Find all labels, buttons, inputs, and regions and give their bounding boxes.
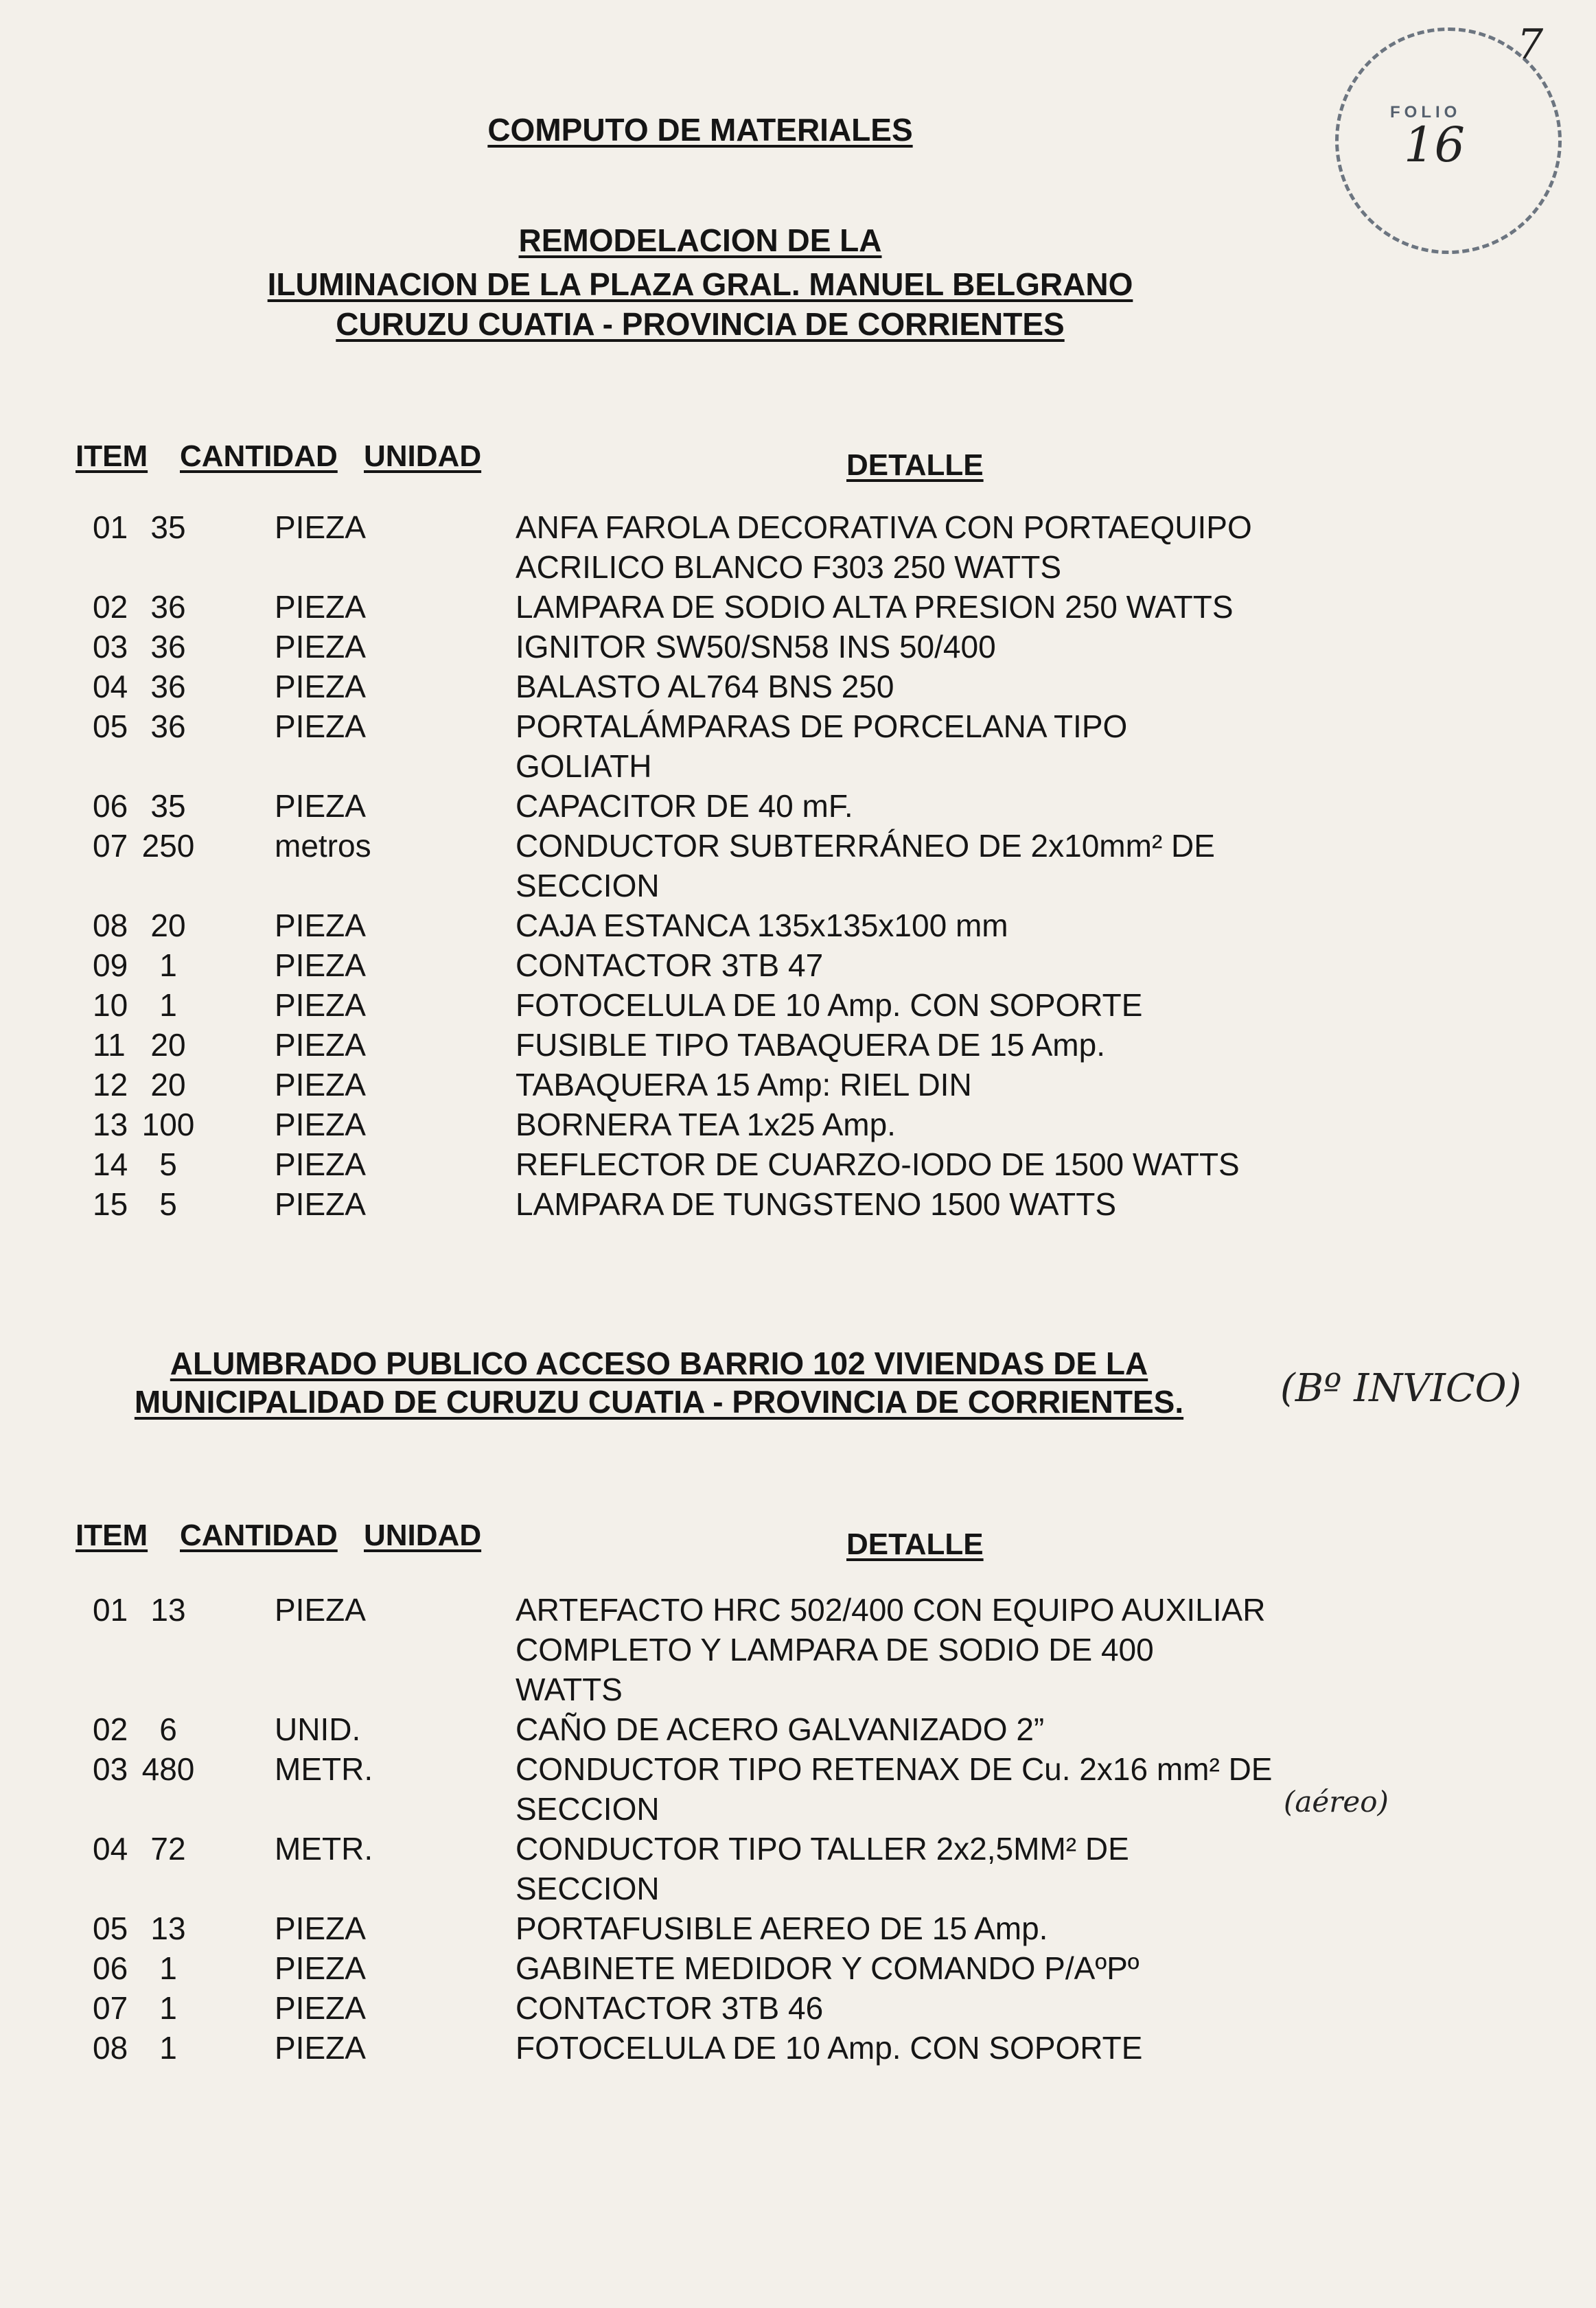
table-row: [0, 1869, 1442, 1908]
materials-table-1: [0, 507, 1442, 1224]
item-quantity: 480: [141, 1751, 195, 1787]
item-number: 02: [93, 1711, 128, 1747]
corner-mark: 7: [1517, 21, 1544, 69]
item-unit: [216, 1670, 518, 1709]
item-number: 11: [93, 1027, 126, 1063]
table-row: [0, 826, 1442, 866]
item-number: 01: [93, 1592, 128, 1628]
item-detail: ARTEFACTO HRC 502/400 CON EQUIPO AUXILIAR: [516, 1592, 1266, 1628]
table-row: [0, 1948, 1442, 1988]
section2-heading-1: ALUMBRADO PUBLICO ACCESO BARRIO 102 VIVIENDAS DE LA: [170, 1346, 1148, 1381]
section1-heading-3: CURUZU CUATIA - PROVINCIA DE CORRIENTES: [336, 306, 1065, 342]
col-item: ITEM: [76, 439, 148, 473]
item-detail: SECCION: [516, 1871, 660, 1906]
item-unit: PIEZA: [275, 2030, 366, 2066]
item-detail: CAJA ESTANCA 135x135x100 mm: [516, 908, 1008, 943]
item-number: 09: [93, 947, 128, 983]
item-number: 07: [93, 1990, 128, 2026]
item-detail: FUSIBLE TIPO TABAQUERA DE 15 Amp.: [516, 1027, 1105, 1063]
col-unit-2: UNIDAD: [364, 1519, 482, 1552]
col-qty-2: CANTIDAD: [180, 1519, 338, 1552]
item-number: [0, 1869, 113, 1908]
item-quantity: 36: [150, 589, 186, 625]
item-unit: PIEZA: [275, 509, 366, 545]
item-detail: ACRILICO BLANCO F303 250 WATTS: [516, 549, 1062, 585]
item-number: 05: [93, 708, 128, 744]
item-number: 04: [93, 669, 128, 704]
item-quantity: 5: [159, 1186, 177, 1222]
item-number: 08: [93, 2030, 128, 2066]
item-quantity: 1: [159, 947, 177, 983]
item-quantity: 36: [150, 708, 186, 744]
item-quantity: 1: [159, 1990, 177, 2026]
col-item-2: ITEM: [76, 1519, 148, 1552]
item-unit: PIEZA: [275, 987, 366, 1023]
item-unit: PIEZA: [275, 1146, 366, 1182]
item-quantity: [120, 746, 216, 786]
item-unit: PIEZA: [275, 1186, 366, 1222]
item-unit: PIEZA: [275, 669, 366, 704]
item-detail: CONTACTOR 3TB 46: [516, 1990, 824, 2026]
item-detail: LAMPARA DE TUNGSTENO 1500 WATTS: [516, 1186, 1117, 1222]
item-detail: CONDUCTOR TIPO TALLER 2x2,5MM² DE: [516, 1831, 1129, 1867]
item-quantity: 35: [150, 788, 186, 824]
table-row: [0, 786, 1442, 826]
item-number: [0, 1789, 113, 1829]
item-detail: IGNITOR SW50/SN58 INS 50/400: [516, 629, 996, 665]
col-qty: CANTIDAD: [180, 439, 338, 473]
item-number: 12: [93, 1067, 128, 1103]
item-number: 01: [93, 509, 128, 545]
item-detail: GOLIATH: [516, 748, 652, 784]
item-detail: CONDUCTOR TIPO RETENAX DE Cu. 2x16 mm² DE: [516, 1751, 1273, 1787]
table-row: [0, 1144, 1442, 1184]
item-number: 13: [93, 1107, 128, 1142]
item-quantity: 13: [150, 1911, 186, 1946]
item-unit: PIEZA: [275, 1107, 366, 1142]
handwritten-note: (Bº INVICO): [1280, 1366, 1522, 1411]
table-row: [0, 905, 1442, 945]
item-detail: CAÑO DE ACERO GALVANIZADO 2”: [516, 1711, 1045, 1747]
item-quantity: 36: [150, 629, 186, 665]
item-detail: COMPLETO Y LAMPARA DE SODIO DE 400: [516, 1632, 1154, 1667]
item-quantity: 20: [150, 908, 186, 943]
item-quantity: 100: [141, 1107, 195, 1142]
item-detail: TABAQUERA 15 Amp: RIEL DIN: [516, 1067, 972, 1103]
item-number: 03: [93, 1751, 128, 1787]
section2-heading-2: MUNICIPALIDAD DE CURUZU CUATIA - PROVINCIA DE CORRIENTES.: [134, 1384, 1184, 1420]
item-quantity: [120, 547, 216, 587]
item-unit: PIEZA: [275, 1911, 366, 1946]
item-number: 06: [93, 1950, 128, 1986]
item-number: 07: [93, 828, 128, 864]
item-number: 02: [93, 589, 128, 625]
item-number: [0, 547, 113, 587]
item-unit: UNID.: [275, 1711, 361, 1747]
item-quantity: 1: [159, 1950, 177, 1986]
item-detail: BALASTO AL764 BNS 250: [516, 669, 894, 704]
item-quantity: [120, 1630, 216, 1670]
item-unit: [216, 1789, 518, 1829]
item-detail: BORNERA TEA 1x25 Amp.: [516, 1107, 896, 1142]
item-unit: PIEZA: [275, 1592, 366, 1628]
folio-label: FOLIO: [1390, 103, 1461, 122]
item-unit: PIEZA: [275, 629, 366, 665]
item-detail: CONTACTOR 3TB 47: [516, 947, 824, 983]
item-unit: PIEZA: [275, 1067, 366, 1103]
item-detail: ANFA FAROLA DECORATIVA CON PORTAEQUIPO: [516, 509, 1252, 545]
item-unit: metros: [275, 828, 371, 864]
item-number: [0, 866, 113, 905]
table-row: [0, 866, 1442, 905]
item-number: 15: [93, 1186, 128, 1222]
item-detail: LAMPARA DE SODIO ALTA PRESION 250 WATTS: [516, 589, 1234, 625]
item-quantity: 250: [141, 828, 195, 864]
item-quantity: 72: [150, 1831, 186, 1867]
item-unit: PIEZA: [275, 788, 366, 824]
item-detail: FOTOCELULA DE 10 Amp. CON SOPORTE: [516, 2030, 1143, 2066]
item-unit: PIEZA: [275, 1990, 366, 2026]
table-row: [0, 746, 1442, 786]
item-quantity: 20: [150, 1027, 186, 1063]
folio-number: 16: [1404, 117, 1466, 173]
item-number: 08: [93, 908, 128, 943]
item-number: [0, 746, 113, 786]
item-number: 14: [93, 1146, 128, 1182]
handwritten-annotation: (aéreo): [1284, 1785, 1389, 1819]
item-number: 05: [93, 1911, 128, 1946]
section1-heading-1: REMODELACION DE LA: [518, 222, 882, 258]
item-quantity: [120, 866, 216, 905]
col-unit: UNIDAD: [364, 439, 482, 473]
item-unit: PIEZA: [275, 1950, 366, 1986]
item-number: [0, 1670, 113, 1709]
item-unit: METR.: [275, 1831, 373, 1867]
item-unit: [216, 866, 518, 905]
item-detail: SECCION: [516, 1791, 660, 1827]
table-row: [0, 1590, 1442, 1630]
item-quantity: [120, 1869, 216, 1908]
table-row: [0, 706, 1442, 746]
table-row: [0, 1709, 1442, 1749]
item-number: 06: [93, 788, 128, 824]
item-quantity: [120, 1670, 216, 1709]
table-row: [0, 985, 1442, 1025]
item-quantity: [120, 1789, 216, 1829]
item-quantity: 35: [150, 509, 186, 545]
table-row: [0, 945, 1442, 985]
col-detail: DETALLE: [846, 448, 984, 482]
table-row: [0, 1749, 1442, 1789]
item-quantity: 1: [159, 987, 177, 1023]
item-detail: CONDUCTOR SUBTERRÁNEO DE 2x10mm² DE: [516, 828, 1215, 864]
item-detail: REFLECTOR DE CUARZO-IODO DE 1500 WATTS: [516, 1146, 1240, 1182]
table-row: [0, 627, 1442, 667]
col-detail-2: DETALLE: [846, 1527, 984, 1561]
item-detail: FOTOCELULA DE 10 Amp. CON SOPORTE: [516, 987, 1143, 1023]
table-row: [0, 1670, 1442, 1709]
table-row: [0, 587, 1442, 627]
item-number: [0, 1630, 113, 1670]
item-quantity: 6: [159, 1711, 177, 1747]
item-number: 03: [93, 629, 128, 665]
item-unit: PIEZA: [275, 947, 366, 983]
table-row: [0, 1630, 1442, 1670]
item-quantity: 13: [150, 1592, 186, 1628]
table-row: [0, 667, 1442, 706]
table-row: [0, 507, 1442, 547]
materials-table-2: [0, 1590, 1442, 2068]
table-row: [0, 1065, 1442, 1105]
item-detail: PORTALÁMPARAS DE PORCELANA TIPO: [516, 708, 1128, 744]
item-detail: SECCION: [516, 868, 660, 903]
item-detail: WATTS: [516, 1672, 623, 1707]
table-row: [0, 1988, 1442, 2028]
item-unit: [216, 1869, 518, 1908]
document-title: COMPUTO DE MATERIALES: [487, 112, 913, 148]
table-row: [0, 1025, 1442, 1065]
table-row: [0, 1105, 1442, 1144]
item-number: 04: [93, 1831, 128, 1867]
item-unit: PIEZA: [275, 908, 366, 943]
item-unit: [216, 547, 518, 587]
table-row: [0, 1789, 1442, 1829]
table-row: [0, 1184, 1442, 1224]
item-quantity: 5: [159, 1146, 177, 1182]
table-row: [0, 547, 1442, 587]
section1-heading-2: ILUMINACION DE LA PLAZA GRAL. MANUEL BELGRANO: [267, 266, 1133, 302]
table-row: [0, 1908, 1442, 1948]
table-row: [0, 1829, 1442, 1869]
item-unit: PIEZA: [275, 1027, 366, 1063]
item-unit: [216, 1630, 518, 1670]
item-unit: PIEZA: [275, 589, 366, 625]
item-unit: PIEZA: [275, 708, 366, 744]
table-row: [0, 2028, 1442, 2068]
item-detail: PORTAFUSIBLE AEREO DE 15 Amp.: [516, 1911, 1048, 1946]
item-unit: [216, 746, 518, 786]
item-quantity: 20: [150, 1067, 186, 1103]
item-detail: CAPACITOR DE 40 mF.: [516, 788, 853, 824]
item-number: 10: [93, 987, 128, 1023]
item-unit: METR.: [275, 1751, 373, 1787]
item-quantity: 36: [150, 669, 186, 704]
item-quantity: 1: [159, 2030, 177, 2066]
item-detail: GABINETE MEDIDOR Y COMANDO P/AºPº: [516, 1950, 1140, 1986]
